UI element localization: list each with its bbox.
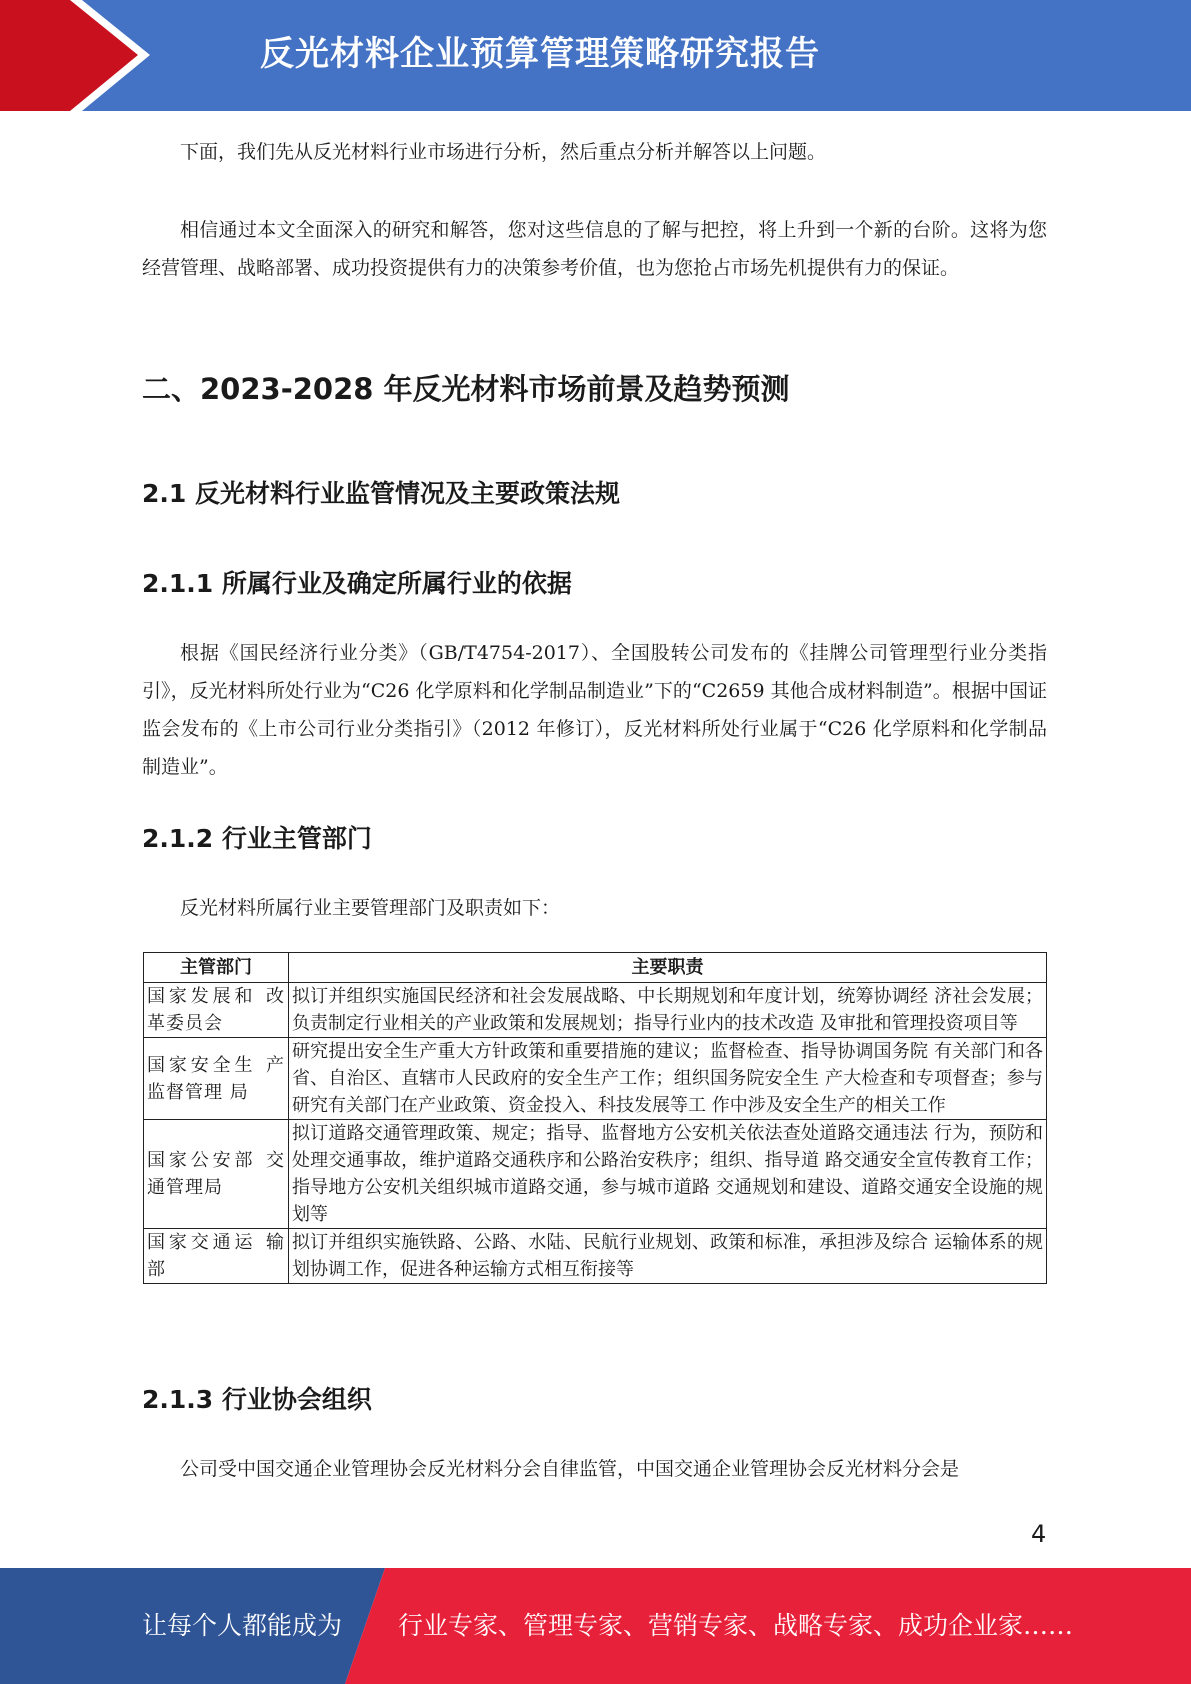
page-header	[0, 0, 1191, 111]
column-header-dept: 主管部门	[144, 953, 289, 983]
dept-cell: 国家交通运 输部	[144, 1229, 289, 1284]
table-row	[144, 1120, 1047, 1229]
duty-cell: 研究提出安全生产重大方针政策和重要措施的建议；监督检查、指导协调国务院 有关部门和各省、自治区、直辖市人民政府的安全生产工作；组织国务院安全生 产大检查和专项督查；参与研究有关部门在产业政策、资金投入、科技发展等工 作中涉及安全生产的相关工作	[289, 1038, 1047, 1120]
duty-cell: 拟订道路交通管理政策、规定；指导、监督地方公安机关依法查处道路交通违法 行为，预防和处理交通事故，维护道路交通秩序和公路治安秩序；组织、指导道 路交通安全宣传教育工作；指导地方公安机关组织城市道路交通，参与城市道路 交通规划和建设、道路交通安全设施的规划等	[289, 1120, 1047, 1229]
section-2-1-1-heading: 2.1.1 所属行业及确定所属行业的依据	[142, 569, 572, 598]
page-number: 4	[1031, 1520, 1047, 1548]
department-duty-table	[143, 952, 1047, 1284]
section-2-heading: 二、2023-2028 年反光材料市场前景及趋势预测	[142, 372, 790, 406]
section-2-1-2-heading: 2.1.2 行业主管部门	[142, 824, 372, 853]
section-2-1-3-heading: 2.1.3 行业协会组织	[142, 1385, 372, 1414]
duty-cell: 拟订并组织实施国民经济和社会发展战略、中长期规划和年度计划，统筹协调经 济社会发展；负责制定行业相关的产业政策和发展规划；指导行业内的技术改造 及审批和管理投资项目等	[289, 983, 1047, 1038]
section-2-1-heading: 2.1 反光材料行业监管情况及主要政策法规	[142, 479, 620, 508]
table-row	[144, 1229, 1047, 1284]
footer-slogan-right: 行业专家、管理专家、营销专家、战略专家、成功企业家……	[398, 1611, 1074, 1640]
intro-paragraph-1: 下面，我们先从反光材料行业市场进行分析，然后重点分析并解答以上问题。	[180, 141, 827, 163]
table-row	[144, 1038, 1047, 1120]
section-2-1-3-paragraph: 公司受中国交通企业管理协会反光材料分会自律监管，中国交通企业管理协会反光材料分会是	[180, 1458, 960, 1480]
dept-cell: 国家公安部 交通管理局	[144, 1120, 289, 1229]
column-header-duty: 主要职责	[289, 953, 1047, 983]
intro-paragraph-2: 相信通过本文全面深入的研究和解答，您对这些信息的了解与把控，将上升到一个新的台阶。这将为您经营管理、战略部署、成功投资提供有力的决策参考价值，也为您抢占市场先机提供有力的保证。	[142, 219, 1047, 279]
dept-cell: 国家发展和 改革委员会	[144, 983, 289, 1038]
duty-cell: 拟订并组织实施铁路、公路、水陆、民航行业规划、政策和标准，承担涉及综合 运输体系的规划协调工作，促进各种运输方式相互衔接等	[289, 1229, 1047, 1284]
dept-cell: 国家安全生 产监督管理 局	[144, 1038, 289, 1120]
header-title: 反光材料企业预算管理策略研究报告	[260, 34, 820, 74]
table-intro: 反光材料所属行业主要管理部门及职责如下：	[180, 897, 561, 919]
table-row	[144, 983, 1047, 1038]
section-2-1-1-paragraph: 根据《国民经济行业分类》（GB/T4754-2017）、全国股转公司发布的《挂牌公司管理型行业分类指引》，反光材料所处行业为“C26 化学原料和化学制品制造业”下的“C2659 其他合成材料制造”。根据中国证监会发布的《上市公司行业分类指引》（2012 年修订），反光材料所处行业属于“C26 化学原料和化学制品制造业”。	[142, 642, 1047, 778]
table-header-row	[144, 953, 1047, 983]
page-footer	[0, 1568, 1191, 1684]
header-chevron-icon	[0, 0, 150, 111]
footer-slogan-left: 让每个人都能成为	[142, 1611, 343, 1640]
